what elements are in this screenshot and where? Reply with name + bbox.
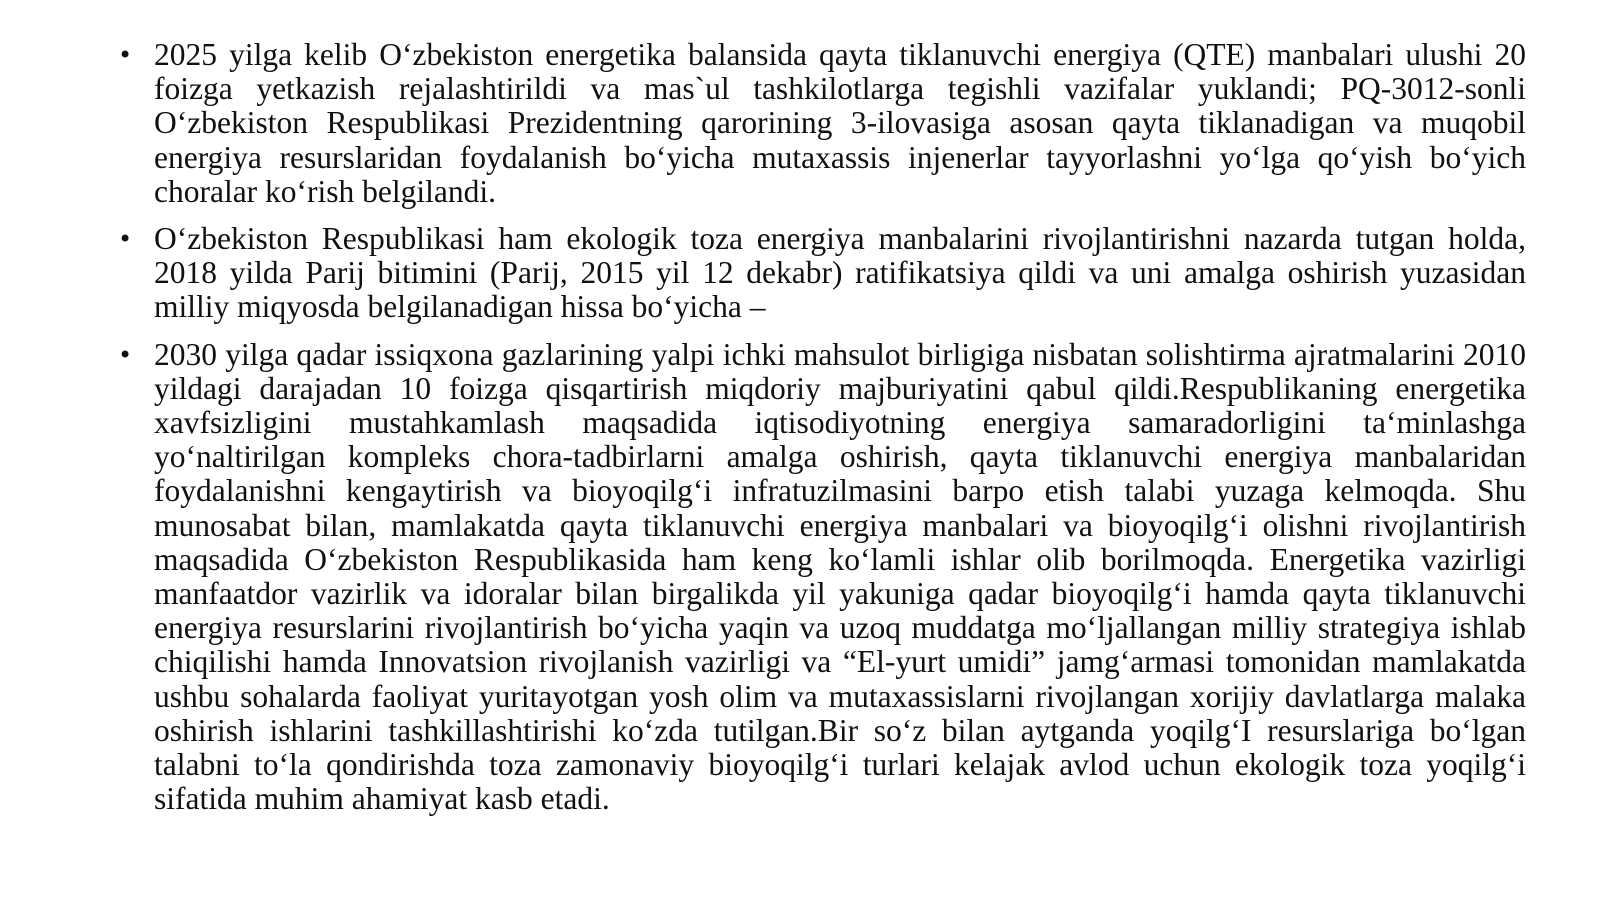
- bullet-item: [118, 38, 1526, 209]
- bullet-text: 2025 yilga kelib O‘zbekiston energetika balansida qayta tiklanuvchi energiya (QTE) manbalari ulushi 20 foizga yetkazish rejalashtirildi va mas`ul tashkilotlarga tegishli vazifalar yuklandi; PQ-3012-sonli O‘zbekiston Respublikasi Prezidentning qarorining 3-ilovasiga asosan qayta tiklanadigan va muqobil energiya resurslaridan foydalanish bo‘yicha mutaxassis injenerlar tayyorlashni yo‘lga qo‘yish bo‘yich choralar ko‘rish belgilandi.: [154, 37, 1526, 209]
- bullet-text: 2030 yilga qadar issiqxona gazlarining yalpi ichki mahsulot birligiga nisbatan solishtirma ajratmalarini 2010 yildagi darajadan 10 foizga qisqartirish miqdoriy majburiyatini qabul qildi.Respublikaning energetika xavfsizligini mustahkamlash maqsadida iqtisodiyotning energiya samaradorligini ta‘minlashga yo‘naltirilgan kompleks chora-tadbirlarni amalga oshirish, qayta tiklanuvchi energiya manbalaridan foydalanishni kengaytirish va bioyoqilg‘i infratuzilmasini barpo etish talabi yuzaga kelmoqda. Shu munosabat bilan, mamlakatda qayta tiklanuvchi energiya manbalari va bioyoqilg‘i olishni rivojlantirish maqsadida O‘zbekiston Respublikasida ham keng ko‘lamli ishlar olib borilmoqda. Energetika vazirligi manfaatdor vazirlik va idoralar bilan birgalikda yil yakuniga qadar bioyoqilg‘i hamda qayta tiklanuvchi energiya resurslarini rivojlantirish bo‘yicha yaqin va uzoq muddatga mo‘ljallangan milliy strategiya ishlab chiqilishi hamda Innovatsion rivojlanish vazirligi va “El-yurt umidi” jamg‘armasi tomonidan mamlakatda ushbu sohalarda faoliyat yuritayotgan yosh olim va mutaxassislarni rivojlangan xorijiy davlatlarga malaka oshirish ishlarini tashkillashtirishi ko‘zda tutilgan.Bir so‘z bilan aytganda yoqilg‘I resurslariga bo‘lgan talabni to‘la qondirishda toza zamonaviy bioyoqilg‘i turlari kelajak avlod uchun ekologik toza yoqilg‘i sifatida muhim ahamiyat kasb etadi.: [154, 336, 1526, 817]
- bullet-icon: •: [118, 225, 133, 254]
- bullet-text: O‘zbekiston Respublikasi ham ekologik toza energiya manbalarini rivojlantirishni nazarda tutgan holda, 2018 yilda Parij bitimini (Parij, 2015 yil 12 dekabr) ratifikatsiya qildi va uni amalga oshirish yuzasidan milliy miqyosda belgilanadigan hissa bo‘yicha –: [154, 221, 1526, 325]
- bullet-icon: •: [118, 41, 133, 69]
- bullet-icon: •: [118, 340, 133, 369]
- bullet-item: [118, 338, 1526, 817]
- bullet-item: [118, 222, 1526, 325]
- bullet-list: [118, 38, 1526, 829]
